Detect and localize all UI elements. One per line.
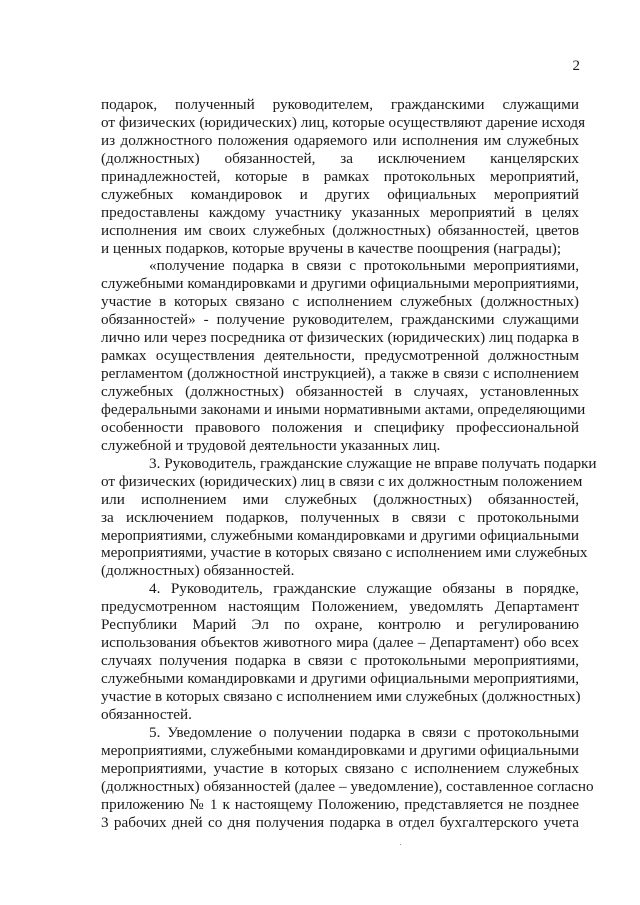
text-line: служебными командировками и другими официальными мероприятиями,	[101, 275, 579, 293]
text-line: использования объектов животного мира (далее – Департамент) обо всех	[101, 634, 579, 652]
text-line: рамках осуществления деятельности, предусмотренной должностным	[101, 347, 579, 365]
text-line: обязанностей.	[101, 705, 192, 723]
text-line: из должностного положения одаряемого или исполнения им служебных	[101, 131, 579, 149]
text-line: участие в которых связано с исполнением служебных (должностных)	[101, 293, 579, 311]
text-line: служебными командировками и другими официальными мероприятиями,	[101, 670, 579, 687]
text-line: от физических (юридических) лиц, которые осуществляют дарение исходя	[101, 113, 586, 131]
text-line: и ценных подарков, которые вручены в качестве поощрения (награды);	[101, 239, 562, 257]
text-line: подарок, полученный руководителем, гражданскими служащими	[101, 96, 579, 113]
text-line: (должностных) обязанностей, за исключением канцелярских	[101, 149, 579, 167]
text-line: (должностных) обязанностей (далее – уведомление), составленное согласно	[101, 777, 594, 795]
text-line: особенности правового положения и специфику профессиональной	[101, 418, 579, 436]
text-line: мероприятиями, участие в которых связано с исполнением ими служебных	[101, 544, 588, 562]
text-line: служебных командировок и других официальных мероприятий	[101, 185, 579, 203]
text-line: 4. Руководитель, гражданские служащие обязаны в порядке,	[149, 580, 579, 598]
text-line: исполнения им своих служебных (должностных) обязанностей, цветов	[101, 221, 579, 239]
text-line: 3 рабочих дней со дня получения подарка в отдел бухгалтерского учета	[101, 813, 579, 831]
text-line: 3. Руководитель, гражданские служащие не вправе получать подарки	[149, 454, 597, 472]
text-line: приложению № 1 к настоящему Положению, представляется не позднее	[101, 795, 579, 813]
body-text	[101, 96, 597, 831]
page-number: 2	[572, 58, 580, 74]
scan-speck	[400, 844, 401, 845]
text-line: мероприятиями, служебными командировками и другими официальными	[101, 526, 579, 544]
text-line: служебных (должностных) обязанностей в случаях, установленных	[101, 383, 579, 400]
text-line: за исключением подарков, полученных в связи с протокольными	[101, 508, 579, 526]
text-line: (должностных) обязанностей.	[101, 562, 295, 580]
text-line: «получение подарка в связи с протокольными мероприятиями,	[149, 257, 579, 275]
text-line: обязанностей» - получение руководителем, гражданскими служащими	[101, 311, 579, 329]
text-line: случаях получения подарка в связи с протокольными мероприятиями,	[101, 652, 579, 670]
text-line: или исполнением ими служебных (должностных) обязанностей,	[101, 490, 579, 508]
text-line: мероприятиями, служебными командировками и другими официальными	[101, 741, 579, 759]
text-line: участие в которых связано с исполнением ими служебных (должностных)	[101, 687, 581, 705]
text-line: мероприятиями, участие в которых связано с исполнением служебных	[101, 759, 579, 777]
text-line: регламентом (должностной инструкцией), а также в связи с исполнением	[101, 365, 579, 383]
text-line: предусмотренном настоящим Положением, уведомлять Департамент	[101, 598, 579, 616]
text-line: 5. Уведомление о получении подарка в связи с протокольными	[149, 723, 579, 741]
text-line: предоставлены каждому участнику указанных мероприятий в целях	[101, 203, 579, 221]
text-line: лично или через посредника от физических (юридических) лиц подарка в	[101, 329, 579, 347]
text-line: Республики Марий Эл по охране, контролю и регулированию	[101, 616, 579, 634]
text-line: служебной и трудовой деятельности указанных лиц.	[101, 436, 441, 454]
text-line: от физических (юридических) лиц в связи с их должностным положением	[101, 472, 583, 490]
text-line: принадлежностей, которые в рамках протокольных мероприятий,	[101, 167, 579, 185]
text-line: федеральными законами и иными нормативными актами, определяющими	[101, 400, 586, 418]
